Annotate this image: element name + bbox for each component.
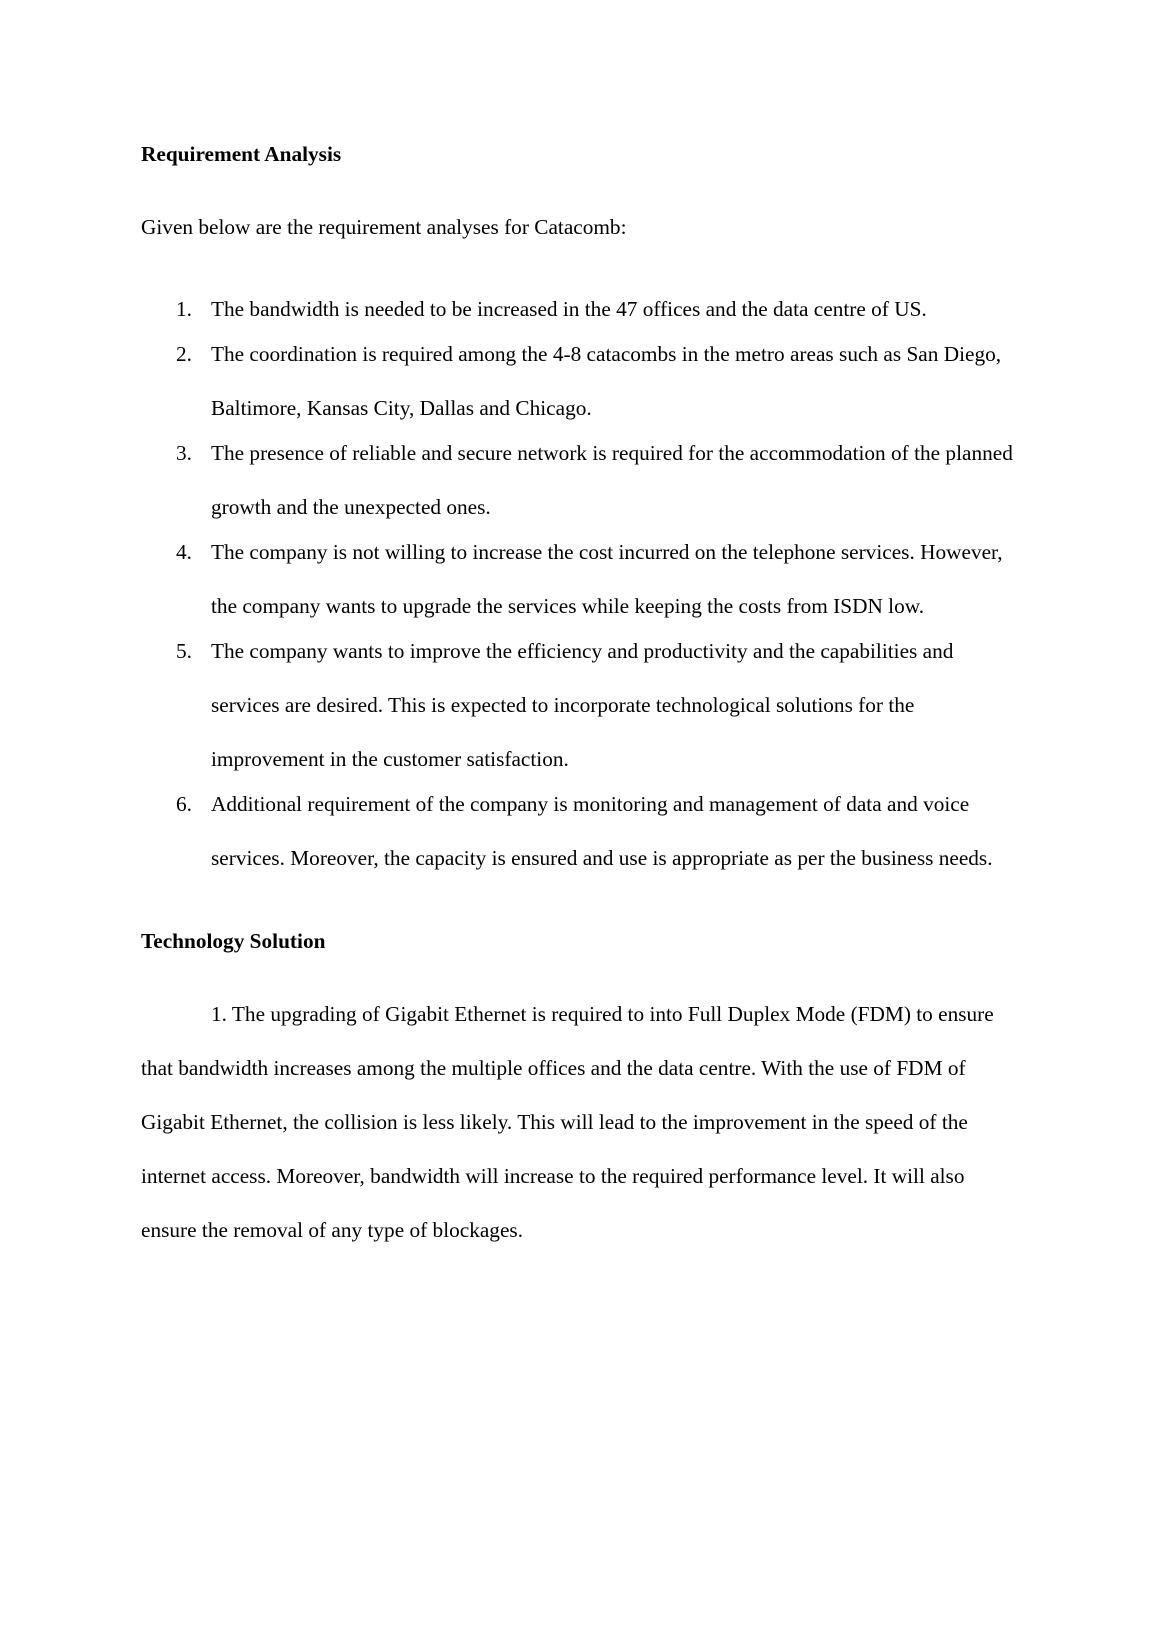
section-heading-requirement-analysis: Requirement Analysis	[141, 142, 342, 166]
list-item	[141, 777, 1021, 885]
technology-solution-paragraph: 1. The upgrading of Gigabit Ethernet is required to into Full Duplex Mode (FDM) to ensure that bandwidth increases among the multiple offices and the data centre. With the use of FDM of Gigabit Ethernet, the collision is less likely. This will lead to the improvement in the speed of the internet access. Moreover, bandwidth will increase to the required performance level. It will also ensure the removal of any type of blockages.	[141, 1002, 994, 1242]
list-item-text: The company is not willing to increase the cost incurred on the telephone services. However, the company wants to upgrade the services while keeping the costs from ISDN low.	[211, 540, 1003, 618]
list-item-text: Additional requirement of the company is monitoring and management of data and voice services. Moreover, the capacity is ensured and use is appropriate as per the business needs.	[211, 792, 993, 870]
requirements-list	[141, 282, 1021, 885]
list-item-number: 5.	[176, 639, 192, 663]
list-item	[141, 624, 1021, 786]
list-item-text: The bandwidth is needed to be increased in the 47 offices and the data centre of US.	[211, 297, 927, 321]
list-item	[141, 426, 1021, 534]
list-item-number: 6.	[176, 792, 192, 816]
list-item-number: 1.	[176, 297, 192, 321]
list-item	[141, 525, 1021, 633]
list-item-number: 3.	[176, 441, 192, 465]
list-item-number: 4.	[176, 540, 192, 564]
intro-paragraph: Given below are the requirement analyses for Catacomb:	[141, 215, 627, 239]
document-body	[141, 136, 1021, 1257]
list-item-text: The presence of reliable and secure network is required for the accommodation of the planned growth and the unexpected ones.	[211, 441, 1013, 519]
list-item-text: The coordination is required among the 4-8 catacombs in the metro areas such as San Diego, Baltimore, Kansas City, Dallas and Chicago.	[211, 342, 1002, 420]
list-item-number: 2.	[176, 342, 192, 366]
section-heading-technology-solution: Technology Solution	[141, 929, 326, 953]
list-item	[141, 327, 1021, 435]
list-item-text: The company wants to improve the efficiency and productivity and the capabilities and services are desired. This is expected to incorporate technological solutions for the improvement in the customer satisfaction.	[211, 639, 954, 771]
